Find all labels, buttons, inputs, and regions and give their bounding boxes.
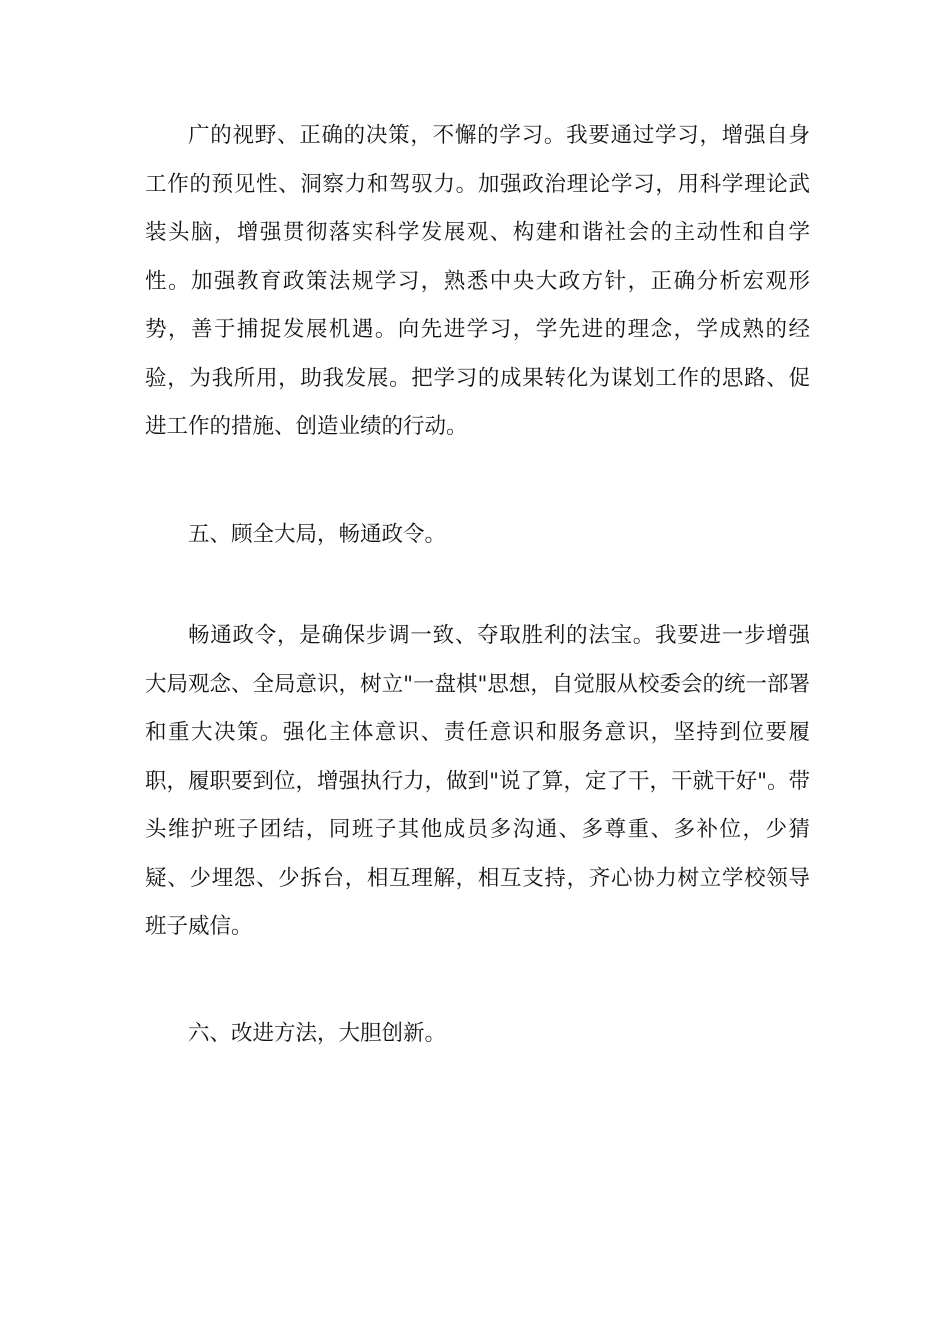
body-paragraph: 畅通政令，是确保步调一致、夺取胜利的法宝。我要进一步增强大局观念、全局意识，树立"一盘棋"思想，自觉服从校委会的统一部署和重大决策。强化主体意识、责任意识和服务意识，坚持到位要履职，履职要到位，增强执行力，做到"说了算，定了干，干就干好"。带头维护班子团结，同班子其他成员多沟通、多尊重、多补位，少猜疑、少埋怨、少拆台，相互理解，相互支持，齐心协力树立学校领导班子威信。 (145, 623, 810, 939)
section-heading-six: 六、改进方法，大胆创新。 (188, 1021, 447, 1046)
body-paragraph: 广的视野、正确的决策，不懈的学习。我要通过学习，增强自身工作的预见性、洞察力和驾驭力。加强政治理论学习，用科学理论武装头脑，增强贯彻落实科学发展观、构建和谐社会的主动性和自学性。加强教育政策法规学习，熟悉中央大政方针，正确分析宏观形势，善于捕捉发展机遇。向先进学习，学先进的理念，学成熟的经验，为我所用，助我发展。把学习的成果转化为谋划工作的思路、促进工作的措施、创造业绩的行动。 (145, 123, 810, 439)
section-heading-five: 五、顾全大局，畅通政令。 (188, 522, 447, 547)
